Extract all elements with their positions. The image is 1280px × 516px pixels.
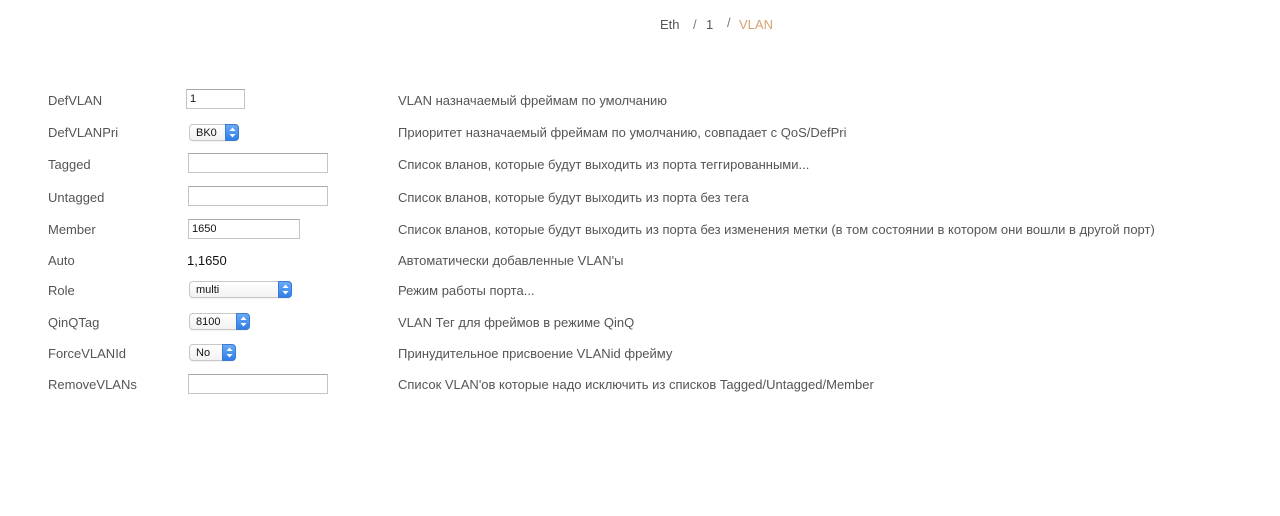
row-forcevlanid [0,344,1280,368]
removevlans-description: Список VLAN'ов которые надо исключить из списков Tagged/Untagged/Member [398,377,874,392]
tagged-input[interactable] [188,153,328,173]
untagged-label: Untagged [48,190,105,205]
breadcrumb-vlan-current: VLAN [739,17,773,32]
member-input[interactable] [188,219,300,239]
auto-label: Auto [48,253,75,268]
select-updown-icon [222,344,236,361]
role-label: Role [48,283,75,298]
forcevlanid-select[interactable] [189,344,236,361]
row-tagged [0,153,1280,177]
select-updown-icon [278,281,292,298]
untagged-input[interactable] [188,186,328,206]
qinqtag-select[interactable] [189,313,250,330]
qinqtag-selected-value: 8100 [196,316,221,328]
row-role [0,280,1280,304]
defvlanpri-select[interactable] [189,124,239,141]
select-updown-icon [225,124,239,141]
defvlanpri-selected-value: BK0 [196,127,217,139]
row-untagged [0,186,1280,210]
role-description: Режим работы порта... [398,283,535,298]
row-defvlanpri [0,122,1280,146]
forcevlanid-selected-value: No [196,347,211,359]
defvlanpri-label: DefVLANPri [48,125,119,140]
qinqtag-label: QinQTag [48,315,100,330]
defvlan-description: VLAN назначаемый фреймам по умолчанию [398,93,668,108]
defvlan-label: DefVLAN [48,93,103,108]
tagged-description: Список вланов, которые будут выходить из порта теггированными... [398,157,810,172]
member-description: Список вланов, которые будут выходить из порта без изменения метки (в том состоянии в котором они вошли в другой порт) [398,222,1155,237]
role-selected-value: multi [196,284,220,296]
member-label: Member [48,222,96,237]
tagged-label: Tagged [48,157,91,172]
forcevlanid-label: ForceVLANId [48,346,127,361]
qinqtag-description: VLAN Тег для фреймов в режиме QinQ [398,315,635,330]
row-qinqtag [0,312,1280,336]
role-select[interactable] [189,281,292,298]
auto-value: 1,1650 [187,253,227,268]
breadcrumb-separator: / [727,15,731,30]
row-auto [0,250,1280,274]
row-removevlans [0,374,1280,398]
breadcrumb-eth[interactable]: Eth [660,17,680,32]
untagged-description: Список вланов, которые будут выходить из порта без тега [398,190,749,205]
row-member [0,219,1280,243]
removevlans-input[interactable] [188,374,328,394]
breadcrumb-port[interactable]: 1 [706,17,714,32]
defvlan-input[interactable] [186,89,245,109]
breadcrumb-separator: / [693,17,697,32]
defvlanpri-description: Приоритет назначаемый фреймам по умолчанию, совпадает с QoS/DefPri [398,125,847,140]
forcevlanid-description: Принудительное присвоение VLANid фрейму [398,346,673,361]
row-defvlan [0,89,1280,113]
auto-description: Автоматически добавленные VLAN'ы [398,253,624,268]
removevlans-label: RemoveVLANs [48,377,137,392]
select-updown-icon [236,313,250,330]
